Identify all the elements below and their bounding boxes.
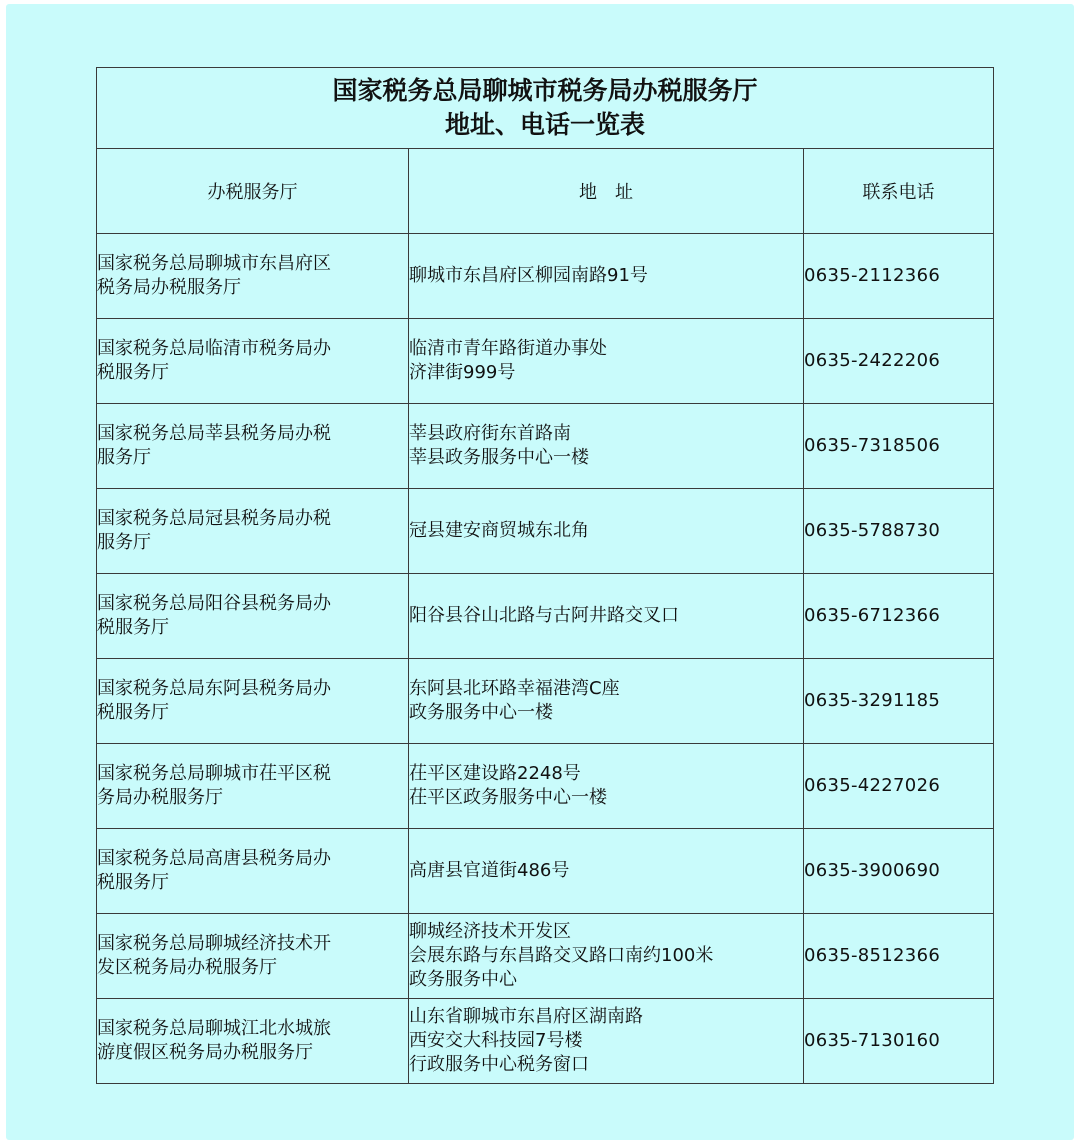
address-cell (409, 999, 804, 1084)
address-cell (409, 914, 804, 999)
tax-hall-table (96, 67, 994, 1084)
address-cell (409, 574, 804, 659)
address-line: 聊城经济技术开发区 (409, 921, 571, 942)
address-line: 政务服务中心 (409, 969, 517, 990)
hall-name-line: 国家税务总局莘县税务局办税 (97, 423, 331, 444)
table-row (97, 489, 994, 574)
address-line: 冠县建安商贸城东北角 (409, 520, 589, 541)
hall-name-cell (97, 659, 409, 744)
hall-name-line: 国家税务总局阳谷县税务局办 (97, 593, 331, 614)
table-row (97, 234, 994, 319)
title-row (97, 68, 994, 149)
hall-name-line: 务局办税服务厅 (97, 787, 223, 808)
hall-name-line: 税务局办税服务厅 (97, 277, 241, 298)
address-line: 阳谷县谷山北路与古阿井路交叉口 (409, 605, 679, 626)
header-phone: 联系电话 (804, 149, 994, 234)
address-line: 莘县政府街东首路南 (409, 423, 571, 444)
header-row (97, 149, 994, 234)
phone-cell: 0635-5788730 (804, 489, 994, 574)
phone-cell: 0635-3291185 (804, 659, 994, 744)
address-line: 茌平区政务服务中心一楼 (409, 787, 607, 808)
address-line: 会展东路与东昌路交叉路口南约100米 (409, 945, 714, 966)
table-row (97, 574, 994, 659)
hall-name-cell (97, 489, 409, 574)
address-line: 济津街999号 (409, 362, 516, 383)
address-line: 山东省聊城市东昌府区湖南路 (409, 1006, 643, 1027)
hall-name-line: 税服务厅 (97, 872, 169, 893)
hall-name-cell (97, 574, 409, 659)
phone-cell: 0635-3900690 (804, 829, 994, 914)
table-row (97, 914, 994, 999)
address-line: 茌平区建设路2248号 (409, 763, 581, 784)
address-line: 莘县政务服务中心一楼 (409, 447, 589, 468)
table-row (97, 319, 994, 404)
phone-cell: 0635-6712366 (804, 574, 994, 659)
address-line: 临清市青年路街道办事处 (409, 338, 607, 359)
hall-name-cell (97, 914, 409, 999)
phone-cell: 0635-7130160 (804, 999, 994, 1084)
phone-cell: 0635-7318506 (804, 404, 994, 489)
hall-name-line: 服务厅 (97, 532, 151, 553)
header-address: 地 址 (409, 149, 804, 234)
hall-name-cell (97, 744, 409, 829)
title-line-2: 地址、电话一览表 (445, 110, 646, 139)
hall-name-line: 税服务厅 (97, 362, 169, 383)
table-row (97, 744, 994, 829)
phone-cell: 0635-4227026 (804, 744, 994, 829)
address-cell (409, 404, 804, 489)
address-line: 高唐县官道街486号 (409, 860, 570, 881)
address-cell (409, 234, 804, 319)
table-row (97, 999, 994, 1084)
hall-name-line: 国家税务总局聊城经济技术开 (97, 933, 331, 954)
hall-name-line: 游度假区税务局办税服务厅 (97, 1042, 313, 1063)
address-line: 政务服务中心一楼 (409, 702, 553, 723)
hall-name-line: 国家税务总局高唐县税务局办 (97, 848, 331, 869)
address-line: 聊城市东昌府区柳园南路91号 (409, 265, 648, 286)
hall-name-line: 国家税务总局东阿县税务局办 (97, 678, 331, 699)
table-row (97, 659, 994, 744)
hall-name-line: 国家税务总局聊城江北水城旅 (97, 1018, 331, 1039)
address-line: 东阿县北环路幸福港湾C座 (409, 678, 620, 699)
phone-cell: 0635-2422206 (804, 319, 994, 404)
address-cell (409, 829, 804, 914)
table-title (97, 68, 994, 149)
hall-name-line: 发区税务局办税服务厅 (97, 957, 277, 978)
address-cell (409, 319, 804, 404)
hall-name-line: 服务厅 (97, 447, 151, 468)
table-row (97, 404, 994, 489)
address-line: 行政服务中心税务窗口 (409, 1054, 589, 1075)
hall-name-line: 国家税务总局聊城市东昌府区 (97, 253, 331, 274)
address-cell (409, 744, 804, 829)
address-line: 西安交大科技园7号楼 (409, 1030, 583, 1051)
title-line-1: 国家税务总局聊城市税务局办税服务厅 (332, 76, 758, 105)
hall-name-line: 国家税务总局聊城市茌平区税 (97, 763, 331, 784)
hall-name-cell (97, 319, 409, 404)
table-row (97, 829, 994, 914)
address-cell (409, 659, 804, 744)
phone-cell: 0635-8512366 (804, 914, 994, 999)
hall-name-cell (97, 829, 409, 914)
phone-cell: 0635-2112366 (804, 234, 994, 319)
address-cell (409, 489, 804, 574)
hall-name-line: 税服务厅 (97, 702, 169, 723)
hall-name-line: 国家税务总局冠县税务局办税 (97, 508, 331, 529)
hall-name-cell (97, 999, 409, 1084)
hall-name-cell (97, 404, 409, 489)
hall-name-line: 国家税务总局临清市税务局办 (97, 338, 331, 359)
header-hall: 办税服务厅 (97, 149, 409, 234)
hall-name-cell (97, 234, 409, 319)
hall-name-line: 税服务厅 (97, 617, 169, 638)
